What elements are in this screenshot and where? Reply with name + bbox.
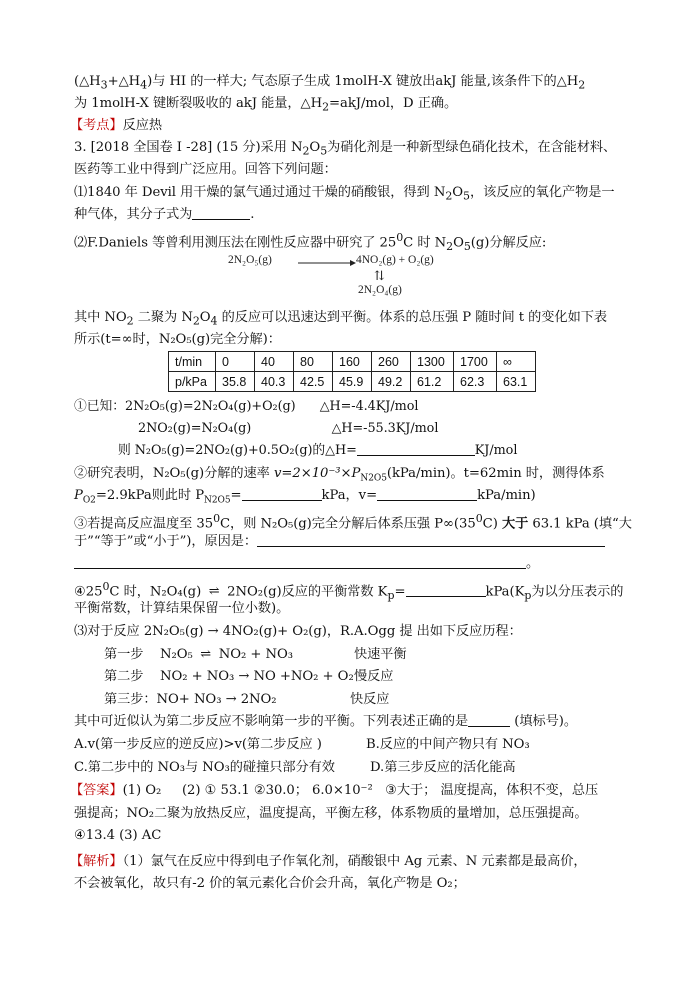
table-cell: 42.5 [294, 372, 333, 392]
text: ①已知：2N₂O₅(g)=2N₂O₄(g)+O₂(g) △H=-4.4KJ/mol [74, 399, 419, 414]
text: ④13.4 (3) AC [74, 828, 162, 843]
answer-tag: 【答案】 [70, 783, 123, 798]
reaction-dimer: 2N₂O₄(g) [358, 284, 402, 296]
text: v=2×10⁻³×P [273, 466, 361, 481]
table-cell: 40.3 [255, 372, 294, 392]
subscript: 2 [322, 100, 330, 114]
text-line [74, 309, 634, 331]
text: 医药等工业中得到广泛应用。回答下列问题： [74, 162, 337, 177]
option-a: A.v(第一步反应的逆反应)>v(第二步反应 ) [74, 737, 322, 752]
option-line [74, 759, 634, 777]
text: 为 1molH-X 键断裂吸收的 akJ 能量，△H [74, 96, 323, 111]
text: ⑵F.Daniels 等曾利用测压法在刚性反应器中研究了 25 [74, 235, 397, 251]
table-cell: 0 [216, 352, 255, 372]
text: 强提高；NO₂二聚为放热反应，温度提高，平衡左移，体系物质的量增加，总压强提高。 [74, 806, 588, 821]
text: 2NO₂(g)反应的平衡常数 K [227, 584, 388, 600]
answer-blank[interactable] [406, 583, 486, 597]
table-cell: 1700 [454, 352, 497, 372]
text: 为硝化剂是一种新型绿色硝化技术，在含能材料、 [327, 140, 617, 155]
superscript: 0 [213, 512, 221, 525]
answer-blank[interactable] [377, 487, 477, 501]
subscript: 4 [140, 78, 148, 92]
subscript: 5 [463, 189, 470, 203]
text: 第二步 NO₂ + NO₃ → NO +NO₂ + O₂ [104, 669, 354, 684]
text-line [74, 510, 634, 533]
text-line [74, 331, 634, 349]
text: ③若提高反应温度至 35 [74, 516, 214, 532]
text: 慢反应 [354, 669, 394, 684]
explanation-line [70, 853, 630, 871]
table-row [169, 352, 536, 372]
mechanism-step [104, 668, 664, 686]
subscript: 3 [100, 78, 108, 92]
text: =2.9kPa则此时 P [95, 488, 205, 503]
subscript: N2O5 [204, 495, 231, 506]
text: 不会被氧化，故只有-2 价的氧元素化合价会升高，氧化产物是 O₂； [74, 876, 466, 891]
text: 于”“等于”或“小于”)，原因是： [74, 534, 258, 549]
text: 所示(t=∞时，N₂O₅(g)完全分解)： [74, 332, 281, 347]
reaction-reactant: 2N₂O₅(g) [228, 254, 272, 266]
text-line [74, 805, 634, 823]
text-line [74, 161, 634, 179]
option-c: C.第二步中的 NO₃与 NO₃的碰撞只部分有效 [74, 760, 335, 775]
text: 。 [526, 556, 540, 571]
pressure-time-table [168, 351, 536, 392]
table-cell: 260 [372, 352, 411, 372]
table-cell: 45.9 [333, 372, 372, 392]
superscript: 0 [475, 512, 483, 525]
text: 其中 NO [74, 310, 127, 325]
subscript: 4 [210, 314, 218, 328]
text: = [394, 584, 406, 600]
subscript: 2 [192, 314, 200, 328]
kaodian-tag: 【考点】 [70, 118, 123, 133]
text-line [74, 827, 634, 845]
table-cell: 35.8 [216, 372, 255, 392]
table-row [169, 372, 536, 392]
reaction-scheme [228, 248, 468, 304]
subscript: p [524, 589, 532, 603]
text-line [74, 533, 634, 551]
text: O [453, 235, 464, 251]
text: 第三步：NO+ NO₃ → 2NO₂ [104, 692, 277, 707]
text: 为以分压表示的 [531, 584, 624, 600]
equilibrium-arrow-icon: ⇅ [374, 268, 385, 283]
text: （1）氯气在反应中得到电子作氧化剂，硝酸银中 Ag 元素、N 元素都是最高价， [122, 854, 587, 869]
mechanism-step [104, 691, 664, 709]
table-cell: t/min [169, 352, 216, 372]
answer-blank[interactable] [468, 713, 510, 727]
table-cell: 61.2 [411, 372, 454, 392]
text: (1) O₂ (2) ① 53.1 ②30.0； 6.0×10⁻² ③大于； 温度提高，体积不变，总压 [122, 783, 599, 798]
text: (填标号)。 [510, 714, 578, 729]
superscript: 0 [396, 231, 404, 244]
text: O [452, 185, 464, 200]
text: C 时，N₂O₄(g) [109, 584, 202, 600]
subscript: 2 [445, 189, 453, 203]
text: 反应热 [122, 118, 162, 133]
option-d: D.第三步反应的活化能高 [370, 760, 516, 775]
option-b: B.反应的中间产物只有 NO₃ [366, 737, 530, 752]
text: 63.1 kPa (填“大 [528, 516, 632, 532]
subscript: 2 [302, 144, 310, 158]
text: O [199, 310, 211, 325]
text: (kPa/min)。t=62min 时，测得体系 [386, 466, 605, 481]
mechanism-step [104, 646, 664, 664]
answer-blank[interactable] [74, 555, 526, 569]
text: NO₂ + NO₃ [218, 647, 293, 662]
text-line [74, 73, 634, 95]
text: ④25 [74, 584, 103, 600]
table-cell: 40 [255, 352, 294, 372]
text-line [138, 420, 696, 438]
text: 第一步 N₂O₅ [104, 647, 193, 662]
text: 快速平衡 [354, 647, 407, 662]
text: (g)分解反应: [470, 235, 547, 251]
text-line [74, 184, 634, 206]
text: (△H [74, 74, 101, 89]
table-cell: 49.2 [372, 372, 411, 392]
text: kPa(K [485, 584, 525, 600]
text: kPa/min) [477, 488, 536, 503]
option-line [74, 736, 634, 754]
text: 快反应 [350, 692, 390, 707]
text-line [118, 442, 678, 460]
table-cell: 1300 [411, 352, 454, 372]
table-cell: 160 [333, 352, 372, 372]
text: 的反应可以迅速达到平衡。体系的总压强 P 随时间 t 的变化如下表 [217, 310, 607, 325]
subscript: N2O5 [360, 473, 387, 484]
text: = [230, 488, 242, 503]
superscript: 0 [102, 580, 110, 593]
text-line [74, 713, 634, 731]
table-cell: 63.1 [497, 372, 536, 392]
kaodian-line [70, 117, 630, 135]
text-line [74, 487, 634, 510]
text: 大于 [501, 516, 529, 532]
text: kPa，v= [321, 488, 378, 503]
text-line [74, 623, 634, 641]
text-line: 种气体，其分子式为 . [74, 207, 255, 222]
text-line [74, 600, 634, 618]
text: ②研究表明，N₂O₅(g)分解的速率 [74, 466, 274, 481]
reaction-arrow-icon [298, 258, 356, 268]
text-line [74, 95, 634, 117]
text: =akJ/mol，D 正确。 [329, 96, 458, 111]
table-cell: 80 [294, 352, 333, 372]
answer-blank[interactable] [257, 533, 605, 547]
text: C，则 N₂O₅(g)完全分解后体系压强 P∞(35 [220, 516, 476, 532]
subscript: 5 [463, 240, 471, 254]
text-line [74, 398, 634, 416]
answer-blank[interactable] [242, 487, 322, 501]
text: 二聚为 N [133, 310, 193, 325]
text: C 时 N [403, 235, 447, 251]
text: 其中可近似认为第二步反应不影响第一步的平衡。下列表述正确的是 [74, 714, 469, 729]
text: ⑴1840 年 Devil 用干燥的氯气通过通过干燥的硝酸银，得到 N [74, 185, 446, 200]
subscript: p [387, 589, 395, 603]
text: 2NO₂(g)=N₂O₄(g) △H=-55.3KJ/mol [138, 421, 439, 436]
subscript: 2 [578, 78, 586, 92]
table-cell: ∞ [497, 352, 536, 372]
text: C) [482, 516, 502, 532]
text: 则 N₂O₅(g)=2NO₂(g)+0.5O₂(g)的△H= [118, 443, 357, 458]
text: )与 HI 的一样大; 气态原子生成 1molH-X 键放出akJ 能量,该条件下的△H [147, 74, 579, 89]
text-line [74, 465, 634, 488]
subscript: 5 [320, 144, 328, 158]
answer-line [70, 782, 630, 800]
text: 种气体，其分子式为 [74, 207, 193, 222]
subscript: 2 [446, 240, 454, 254]
text: ，该反应的氧化产物是一 [470, 185, 615, 200]
answer-blank[interactable] [192, 206, 250, 220]
table-cell: 62.3 [454, 372, 497, 392]
text-line [74, 875, 634, 893]
text: P [74, 488, 83, 503]
text-line [74, 555, 634, 573]
equilibrium-arrow-icon: ⇌ [208, 584, 220, 600]
question-header [74, 139, 634, 161]
table-cell: p/kPa [169, 372, 216, 392]
text: +△H [107, 74, 141, 89]
subscript: O2 [82, 495, 96, 506]
answer-blank[interactable] [357, 442, 475, 456]
text: 平衡常数，计算结果保留一位小数)。 [74, 601, 290, 616]
explanation-tag: 【解析】 [70, 854, 123, 869]
reaction-products: 4NO₂(g) + O₂(g) [356, 254, 434, 266]
equilibrium-arrow-icon: ⇌ [200, 647, 212, 662]
text: ⑶对于反应 2N₂O₅(g) → 4NO₂(g)+ O₂(g)，R.A.Ogg 提 出如下反应历程： [74, 624, 522, 639]
text: KJ/mol [474, 443, 518, 458]
text: O [309, 140, 321, 155]
text: 3. [2018 全国卷 I -28] (15 分)采用 N [74, 140, 303, 155]
subscript: 2 [126, 314, 134, 328]
